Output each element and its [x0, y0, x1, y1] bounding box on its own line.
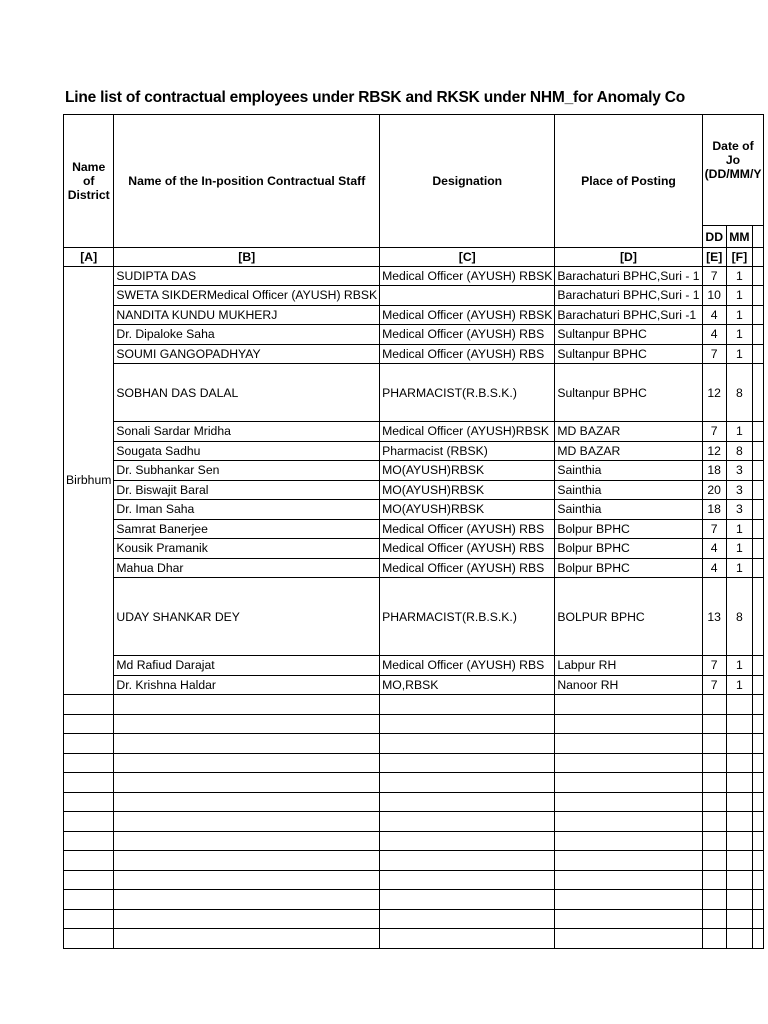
place-cell[interactable]: Barachaturi BPHC,Suri - 1 [555, 266, 702, 286]
empty-row [64, 753, 764, 773]
staff-name-cell[interactable]: NANDITA KUNDU MUKHERJ [114, 305, 380, 325]
empty-cell[interactable] [114, 714, 380, 734]
place-cell[interactable]: Sainthia [555, 480, 702, 500]
dd-cell[interactable]: 20 [702, 480, 726, 500]
yy-cell[interactable] [752, 578, 764, 656]
staff-name-cell[interactable]: Samrat Banerjee [114, 519, 380, 539]
empty-cell[interactable] [726, 714, 752, 734]
empty-cell[interactable] [380, 753, 555, 773]
yy-cell[interactable] [752, 441, 764, 461]
empty-row [64, 870, 764, 890]
date-of-joining-label [705, 139, 762, 181]
empty-cell[interactable] [726, 929, 752, 949]
empty-cell[interactable] [702, 870, 726, 890]
place-cell[interactable]: MD BAZAR [555, 422, 702, 442]
header-district[interactable]: Name of District [64, 115, 114, 248]
empty-row [64, 695, 764, 715]
mm-cell[interactable]: 8 [726, 364, 752, 422]
table-row [64, 539, 764, 559]
empty-cell[interactable] [726, 773, 752, 793]
empty-cell[interactable] [64, 773, 114, 793]
empty-cell[interactable] [702, 695, 726, 715]
place-cell[interactable]: Sainthia [555, 461, 702, 481]
empty-cell[interactable] [380, 851, 555, 871]
empty-cell[interactable] [752, 695, 764, 715]
staff-name-cell[interactable]: UDAY SHANKAR DEY [114, 578, 380, 656]
empty-cell[interactable] [752, 792, 764, 812]
empty-cell[interactable] [752, 909, 764, 929]
table-row [64, 286, 764, 306]
dd-cell[interactable]: 7 [702, 422, 726, 442]
empty-cell[interactable] [64, 890, 114, 910]
designation-cell[interactable]: Medical Officer (AYUSH) RBSK [380, 305, 555, 325]
empty-row [64, 851, 764, 871]
place-cell[interactable]: Bolpur BPHC [555, 539, 702, 559]
place-cell[interactable]: BOLPUR BPHC [555, 578, 702, 656]
mm-cell[interactable]: 1 [726, 539, 752, 559]
empty-cell[interactable] [555, 929, 702, 949]
table-row [64, 461, 764, 481]
place-cell[interactable]: Bolpur BPHC [555, 558, 702, 578]
designation-cell[interactable]: Medical Officer (AYUSH) RBSK [380, 266, 555, 286]
dd-cell[interactable]: 7 [702, 656, 726, 676]
dd-cell[interactable]: 13 [702, 578, 726, 656]
staff-name-cell[interactable]: Dr. Biswajit Baral [114, 480, 380, 500]
code-g[interactable] [752, 248, 764, 267]
designation-cell[interactable]: Medical Officer (AYUSH)RBSK [380, 422, 555, 442]
empty-cell[interactable] [114, 753, 380, 773]
empty-row [64, 734, 764, 754]
dd-cell[interactable]: 7 [702, 675, 726, 695]
designation-cell[interactable]: Medical Officer (AYUSH) RBS [380, 344, 555, 364]
empty-row [64, 890, 764, 910]
empty-cell[interactable] [752, 870, 764, 890]
empty-cell[interactable] [726, 870, 752, 890]
empty-cell[interactable] [726, 890, 752, 910]
dd-cell[interactable]: 4 [702, 539, 726, 559]
empty-cell[interactable] [702, 753, 726, 773]
district-cell[interactable]: Birbhum [64, 266, 114, 695]
empty-cell[interactable] [114, 890, 380, 910]
empty-cell[interactable] [114, 734, 380, 754]
yy-cell[interactable] [752, 461, 764, 481]
empty-row [64, 792, 764, 812]
empty-cell[interactable] [555, 773, 702, 793]
mm-cell[interactable]: 8 [726, 578, 752, 656]
mm-cell[interactable]: 1 [726, 286, 752, 306]
yy-cell[interactable] [752, 480, 764, 500]
empty-cell[interactable] [702, 773, 726, 793]
yy-cell[interactable] [752, 286, 764, 306]
empty-cell[interactable] [380, 890, 555, 910]
dd-cell[interactable]: 12 [702, 441, 726, 461]
empty-cell[interactable] [64, 812, 114, 832]
yy-cell[interactable] [752, 519, 764, 539]
empty-cell[interactable] [114, 792, 380, 812]
mm-cell[interactable]: 1 [726, 656, 752, 676]
staff-name-cell[interactable]: SUDIPTA DAS [114, 266, 380, 286]
empty-cell[interactable] [726, 734, 752, 754]
yy-cell[interactable] [752, 675, 764, 695]
table-row [64, 422, 764, 442]
empty-cell[interactable] [702, 909, 726, 929]
empty-cell[interactable] [114, 870, 380, 890]
designation-cell[interactable]: Medical Officer (AYUSH) RBS [380, 656, 555, 676]
dd-cell[interactable]: 7 [702, 344, 726, 364]
empty-cell[interactable] [752, 851, 764, 871]
empty-cell[interactable] [726, 909, 752, 929]
empty-cell[interactable] [380, 734, 555, 754]
empty-cell[interactable] [726, 831, 752, 851]
sheet-title: Line list of contractual employees under RBSK and RKSK under NHM_for Anomaly Co [65, 89, 686, 106]
empty-cell[interactable] [702, 890, 726, 910]
code-c[interactable]: [C] [380, 248, 555, 267]
empty-cell[interactable] [702, 851, 726, 871]
staff-name-cell[interactable]: SOUMI GANGOPADHYAY [114, 344, 380, 364]
code-f[interactable]: [F] [726, 248, 752, 267]
mm-cell[interactable]: 1 [726, 519, 752, 539]
empty-row [64, 831, 764, 851]
place-cell[interactable]: Barachaturi BPHC,Suri - 1 [555, 286, 702, 306]
mm-cell[interactable]: 3 [726, 480, 752, 500]
empty-cell[interactable] [114, 812, 380, 832]
staff-name-cell[interactable]: Dr. Dipaloke Saha [114, 325, 380, 345]
empty-cell[interactable] [726, 753, 752, 773]
code-e[interactable]: [E] [702, 248, 726, 267]
place-cell[interactable]: Nanoor RH [555, 675, 702, 695]
table-row [64, 364, 764, 422]
code-row [64, 248, 764, 267]
dd-cell[interactable]: 18 [702, 461, 726, 481]
empty-cell[interactable] [752, 831, 764, 851]
mm-cell[interactable]: 1 [726, 344, 752, 364]
empty-cell[interactable] [752, 890, 764, 910]
designation-cell[interactable]: MO(AYUSH)RBSK [380, 480, 555, 500]
staff-name-cell[interactable]: Dr. Krishna Haldar [114, 675, 380, 695]
empty-cell[interactable] [64, 695, 114, 715]
header-dd[interactable]: DD [702, 226, 726, 248]
mm-cell[interactable]: 1 [726, 558, 752, 578]
dd-cell[interactable]: 10 [702, 286, 726, 306]
table-row [64, 344, 764, 364]
place-cell[interactable]: Sultanpur BPHC [555, 344, 702, 364]
staff-name-cell[interactable]: Dr. Iman Saha [114, 500, 380, 520]
header-date-of-joining[interactable] [702, 115, 764, 226]
mm-cell[interactable]: 1 [726, 325, 752, 345]
dd-cell[interactable]: 7 [702, 266, 726, 286]
header-place-of-posting[interactable]: Place of Posting [555, 115, 702, 248]
code-a[interactable]: [A] [64, 248, 114, 267]
designation-cell[interactable]: PHARMACIST(R.B.S.K.) [380, 578, 555, 656]
staff-name-cell[interactable]: Mahua Dhar [114, 558, 380, 578]
mm-cell[interactable]: 1 [726, 266, 752, 286]
header-designation[interactable]: Designation [380, 115, 555, 248]
empty-cell[interactable] [64, 753, 114, 773]
empty-cell[interactable] [114, 851, 380, 871]
empty-cell[interactable] [64, 851, 114, 871]
place-cell[interactable]: Labpur RH [555, 656, 702, 676]
dd-cell[interactable]: 7 [702, 519, 726, 539]
yy-cell[interactable] [752, 539, 764, 559]
empty-cell[interactable] [555, 909, 702, 929]
empty-cell[interactable] [555, 851, 702, 871]
empty-cell[interactable] [64, 831, 114, 851]
staff-name-cell[interactable]: Sougata Sadhu [114, 441, 380, 461]
empty-cell[interactable] [380, 792, 555, 812]
empty-cell[interactable] [380, 773, 555, 793]
yy-cell[interactable] [752, 325, 764, 345]
empty-cell[interactable] [726, 792, 752, 812]
date-of-joining-line2: (DD/MM/Y [704, 167, 762, 181]
yy-cell[interactable] [752, 305, 764, 325]
staff-name-cell[interactable]: Dr. Subhankar Sen [114, 461, 380, 481]
header-mm[interactable]: MM [726, 226, 752, 248]
table-row [64, 441, 764, 461]
empty-row [64, 929, 764, 949]
table-row [64, 325, 764, 345]
mm-cell[interactable]: 1 [726, 422, 752, 442]
place-cell[interactable]: Sultanpur BPHC [555, 364, 702, 422]
yy-cell[interactable] [752, 558, 764, 578]
table-row [64, 500, 764, 520]
yy-cell[interactable] [752, 344, 764, 364]
employee-table [63, 114, 764, 949]
empty-row [64, 773, 764, 793]
empty-cell[interactable] [555, 792, 702, 812]
empty-cell[interactable] [114, 909, 380, 929]
empty-cell[interactable] [114, 695, 380, 715]
empty-cell[interactable] [555, 734, 702, 754]
mm-cell[interactable]: 1 [726, 675, 752, 695]
empty-cell[interactable] [726, 851, 752, 871]
yy-cell[interactable] [752, 656, 764, 676]
staff-name-cell[interactable]: SOBHAN DAS DALAL [114, 364, 380, 422]
empty-cell[interactable] [702, 734, 726, 754]
table-row [64, 519, 764, 539]
dd-cell[interactable]: 18 [702, 500, 726, 520]
empty-cell[interactable] [702, 714, 726, 734]
place-cell[interactable]: MD BAZAR [555, 441, 702, 461]
mm-cell[interactable]: 8 [726, 441, 752, 461]
code-d[interactable]: [D] [555, 248, 702, 267]
empty-cell[interactable] [752, 929, 764, 949]
empty-cell[interactable] [380, 812, 555, 832]
staff-name-cell[interactable]: Kousik Pramanik [114, 539, 380, 559]
place-cell[interactable]: Bolpur BPHC [555, 519, 702, 539]
mm-cell[interactable]: 1 [726, 305, 752, 325]
empty-cell[interactable] [64, 734, 114, 754]
empty-cell[interactable] [380, 929, 555, 949]
designation-cell[interactable]: Medical Officer (AYUSH) RBS [380, 558, 555, 578]
staff-name-cell[interactable]: Md Rafiud Darajat [114, 656, 380, 676]
designation-cell[interactable]: MO(AYUSH)RBSK [380, 461, 555, 481]
yy-cell[interactable] [752, 266, 764, 286]
empty-cell[interactable] [555, 714, 702, 734]
empty-cell[interactable] [752, 714, 764, 734]
designation-cell[interactable]: Pharmacist (RBSK) [380, 441, 555, 461]
empty-cell[interactable] [555, 890, 702, 910]
mm-cell[interactable]: 3 [726, 500, 752, 520]
table-row [64, 558, 764, 578]
empty-cell[interactable] [702, 792, 726, 812]
empty-cell[interactable] [380, 831, 555, 851]
empty-cell[interactable] [114, 831, 380, 851]
header-staff-name[interactable]: Name of the In-position Contractual Staff [114, 115, 380, 248]
yy-cell[interactable] [752, 500, 764, 520]
empty-cell[interactable] [380, 870, 555, 890]
empty-cell[interactable] [380, 695, 555, 715]
dd-cell[interactable]: 4 [702, 305, 726, 325]
designation-cell[interactable]: MO,RBSK [380, 675, 555, 695]
table-row [64, 305, 764, 325]
empty-cell[interactable] [702, 831, 726, 851]
empty-cell[interactable] [752, 753, 764, 773]
empty-cell[interactable] [380, 714, 555, 734]
dd-cell[interactable]: 4 [702, 558, 726, 578]
table-row [64, 656, 764, 676]
empty-cell[interactable] [752, 773, 764, 793]
table-row [64, 578, 764, 656]
header-row [64, 115, 764, 226]
empty-cell[interactable] [64, 714, 114, 734]
empty-cell[interactable] [726, 695, 752, 715]
empty-cell[interactable] [752, 734, 764, 754]
empty-cell[interactable] [64, 929, 114, 949]
empty-cell[interactable] [726, 812, 752, 832]
designation-cell[interactable]: Medical Officer (AYUSH) RBS [380, 539, 555, 559]
empty-cell[interactable] [380, 909, 555, 929]
empty-cell[interactable] [702, 812, 726, 832]
empty-cell[interactable] [555, 695, 702, 715]
empty-row [64, 714, 764, 734]
empty-cell[interactable] [114, 929, 380, 949]
code-b[interactable]: [B] [114, 248, 380, 267]
empty-cell[interactable] [555, 870, 702, 890]
dd-cell[interactable]: 4 [702, 325, 726, 345]
table-row [64, 675, 764, 695]
designation-cell[interactable]: PHARMACIST(R.B.S.K.) [380, 364, 555, 422]
yy-cell[interactable] [752, 364, 764, 422]
place-cell[interactable]: Sultanpur BPHC [555, 325, 702, 345]
mm-cell[interactable]: 3 [726, 461, 752, 481]
table-row [64, 266, 764, 286]
empty-cell[interactable] [752, 812, 764, 832]
dd-cell[interactable]: 12 [702, 364, 726, 422]
empty-cell[interactable] [555, 753, 702, 773]
designation-cell[interactable] [380, 286, 555, 306]
place-cell[interactable]: Barachaturi BPHC,Suri -1 [555, 305, 702, 325]
place-cell[interactable]: Sainthia [555, 500, 702, 520]
staff-name-cell[interactable]: Sonali Sardar Mridha [114, 422, 380, 442]
yy-cell[interactable] [752, 422, 764, 442]
header-yy[interactable] [752, 226, 764, 248]
empty-row [64, 909, 764, 929]
empty-cell[interactable] [702, 929, 726, 949]
empty-cell[interactable] [64, 792, 114, 812]
designation-cell[interactable]: Medical Officer (AYUSH) RBS [380, 519, 555, 539]
empty-cell[interactable] [64, 909, 114, 929]
designation-cell[interactable]: MO(AYUSH)RBSK [380, 500, 555, 520]
table-row [64, 480, 764, 500]
date-of-joining-line1: Date of Jo [712, 139, 754, 167]
staff-name-cell[interactable]: SWETA SIKDERMedical Officer (AYUSH) RBSK [114, 286, 380, 306]
empty-cell[interactable] [555, 812, 702, 832]
designation-cell[interactable]: Medical Officer (AYUSH) RBS [380, 325, 555, 345]
empty-cell[interactable] [114, 773, 380, 793]
empty-row [64, 812, 764, 832]
empty-cell[interactable] [64, 870, 114, 890]
empty-cell[interactable] [555, 831, 702, 851]
